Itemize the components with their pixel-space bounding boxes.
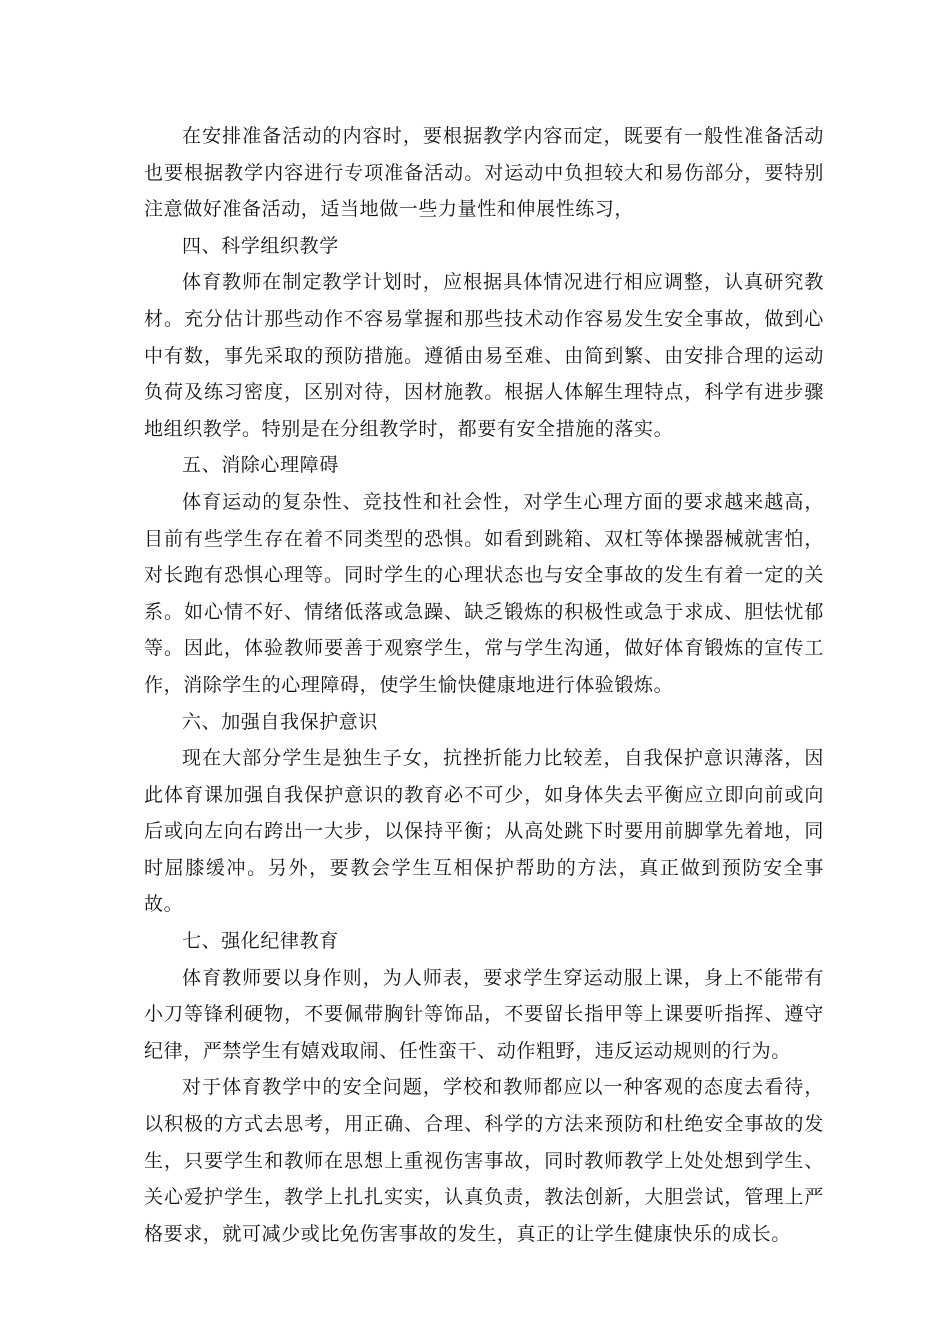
paragraph-self-protection: 现在大部分学生是独生子女，抗挫折能力比较差，自我保护意识薄落，因此体育课加强自我保护意识的教育必不可少，如身体失去平衡应立即向前或向后或向左向右跨出一大步，以保持平衡；从高处跳下时要用前脚掌先着地，同时屈膝缓冲。另外，要教会学生互相保护帮助的方法，真正做到预防安全事故。	[144, 747, 824, 916]
paragraph-conclusion: 对于体育教学中的安全问题，学校和教师都应以一种客观的态度去看待，以积极的方式去思考，用正确、合理、科学的方法来预防和杜绝安全事故的发生，只要学生和教师在思想上重视伤害事故，同时教师教学上处处想到学生、关心爱护学生，教学上扎扎实实，认真负责，教法创新，大胆尝试，管理上严格要求，就可减少或比免伤害事故的发生，真正的让学生健康快乐的成长。	[144, 1076, 824, 1245]
heading-discipline: 七、强化纪律教育	[182, 930, 339, 953]
paragraph-organize-teaching: 体育教师在制定教学计划时，应根据具体情况进行相应调整，认真研究教材。充分估计那些动作不容易掌握和那些技术动作容易发生安全事故，做到心中有数，事先采取的预防措施。遵循由易至难、由简到繁、由安排合理的运动负荷及练习密度，区别对待，因材施教。根据人体解生理特点，科学有进步骤地组织教学。特别是在分组教学时，都要有安全措施的落实。	[144, 271, 824, 440]
paragraph-warmup: 在安排准备活动的内容时，要根据教学内容而定，既要有一般性准备活动也要根据教学内容进行专项准备活动。对运动中负担较大和易伤部分，要特别注意做好准备活动，适当地做一些力量性和伸展性练习，	[144, 125, 824, 221]
paragraph-psychological-barriers: 体育运动的复杂性、竞技性和社会性，对学生心理方面的要求越来越高，目前有些学生存在着不同类型的恐惧。如看到跳箱、双杠等体操器械就害怕，对长跑有恐惧心理等。同时学生的心理状态也与安全事故的发生有着一定的关系。如心情不好、情绪低落或急躁、缺乏锻炼的积极性或急于求成、胆怯忧郁等。因此，体验教师要善于观察学生，常与学生沟通，做好体育锻炼的宣传工作，消除学生的心理障碍，使学生愉快健康地进行体验锻炼。	[144, 490, 824, 696]
heading-self-protection: 六、加强自我保护意识	[182, 710, 379, 733]
heading-psychological-barriers: 五、消除心理障碍	[182, 454, 339, 477]
heading-organize-teaching: 四、科学组织教学	[182, 234, 339, 257]
paragraph-discipline: 体育教师要以身作则，为人师表，要求学生穿运动服上课，身上不能带有小刀等锋利硬物，不要佩带胸针等饰品，不要留长指甲等上课要听指挥、遵守纪律，严禁学生有嬉戏取闹、任性蛮干、动作粗野，违反运动规则的行为。	[144, 966, 824, 1062]
document-body	[144, 118, 824, 1252]
